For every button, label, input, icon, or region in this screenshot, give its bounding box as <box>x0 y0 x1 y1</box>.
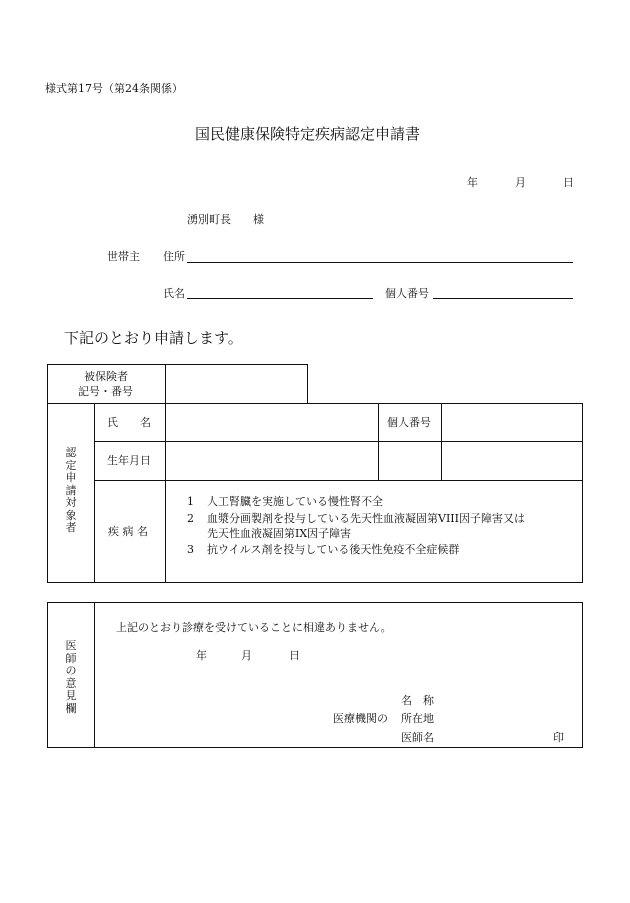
disease-2-no: 2 <box>187 512 194 525</box>
disease-1-text: 人工腎臓を実施している慢性腎不全 <box>207 495 383 508</box>
applicant-side-label: 認定申請対象者 <box>65 446 77 534</box>
target-name-field[interactable] <box>166 404 377 440</box>
address-field[interactable] <box>187 262 573 263</box>
doctor-date-month: 月 <box>241 649 252 662</box>
disease-label: 疾 病 名 <box>108 525 148 538</box>
institution-label: 医療機関の <box>333 712 388 725</box>
page-title: 国民健康保険特定疾病認定申請書 <box>195 125 421 143</box>
lead-text: 下記のとおり申請します。 <box>64 329 243 347</box>
applicant-personal-number-field[interactable] <box>433 298 573 299</box>
address-label: 住所 <box>163 250 185 263</box>
insured-label-2: 記号・番号 <box>78 385 133 398</box>
disease-2-text: 血漿分画製剤を投与している先天性血液凝固第VIII因子障害又は <box>207 512 525 525</box>
date-year-label: 年 <box>467 176 478 189</box>
disease-3-no: 3 <box>187 543 194 556</box>
applicant-name-label: 氏名 <box>163 287 185 300</box>
applicant-personal-number-label: 個人番号 <box>385 287 429 300</box>
date-day-label: 日 <box>563 176 574 189</box>
birth-date-label: 生年月日 <box>107 454 151 467</box>
insured-label-1: 被保険者 <box>84 370 128 383</box>
doctor-date-day: 日 <box>289 649 300 662</box>
disease-1-no: 1 <box>187 495 194 508</box>
seal-mark: 印 <box>553 731 564 744</box>
target-personal-number-field[interactable] <box>442 404 582 440</box>
doctor-date-year: 年 <box>196 649 207 662</box>
doctor-name-label: 医師名 <box>401 731 434 744</box>
doctor-side-label: 医師の意見欄 <box>65 639 77 715</box>
insured-number-field[interactable] <box>166 365 307 403</box>
form-number: 様式第17号（第24条関係） <box>45 82 183 95</box>
target-name-label: 氏 名 <box>107 416 151 429</box>
date-month-label: 月 <box>515 176 526 189</box>
institution-address-label: 所在地 <box>401 712 434 725</box>
target-personal-number-label: 個人番号 <box>387 416 431 429</box>
disease-2-text-cont: 先天性血液凝固第IX因子障害 <box>207 527 352 540</box>
applicant-name-field[interactable] <box>187 298 373 299</box>
disease-3-text: 抗ウイルス剤を投与している後天性免疫不全症候群 <box>207 543 460 556</box>
doctor-statement: 上記のとおり診療を受けていることに相違ありません。 <box>116 621 392 634</box>
institution-name-label: 名 称 <box>401 694 434 707</box>
household-head-label: 世帯主 <box>107 250 140 263</box>
addressee: 湧別町長 様 <box>187 213 264 226</box>
birth-date-field[interactable] <box>166 442 377 479</box>
